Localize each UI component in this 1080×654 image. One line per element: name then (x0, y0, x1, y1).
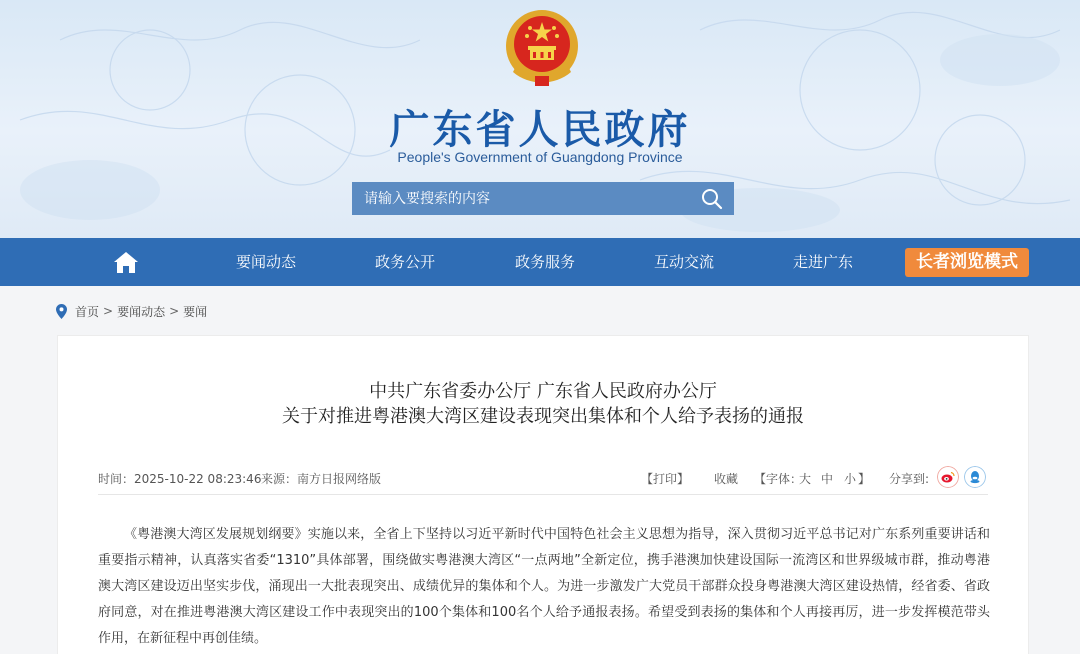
national-emblem-icon (499, 6, 585, 92)
article-paragraph: 《粤港澳大湾区发展规划纲要》实施以来，全省上下坚持以习近平新时代中国特色社会主义思想为指导，深入贯彻习近平总书记对广东系列重要讲话和重要指示精神，认真落实省委“1310”具体部署，围绕做实粤港澳大湾区“一点两地”全新定位，携手港澳加快建设国际一流湾区和世界级城市群，推动粤港澳大湾区建设迈出坚实步伐，涌现出一大批表现突出、成绩优异的集体和个人。为进一步激发广大党员干部群众投身粤港澳大湾区建设热情，经省委、省政府同意，对在推进粤港澳大湾区建设工作中表现突出的100个集体和100名个人给予通报表扬。希望受到表扬的集体和个人再接再厉，进一步发挥模范带头作用，在新征程中再创佳绩。 (98, 527, 990, 646)
article-card (57, 335, 1029, 654)
breadcrumb-home[interactable]: 首页 (75, 304, 100, 319)
breadcrumb (56, 302, 207, 320)
article-meta (98, 466, 988, 490)
home-icon[interactable] (113, 250, 139, 274)
elder-mode-button[interactable]: 长者浏览模式 (905, 248, 1029, 277)
print-button[interactable]: 【打印】 (641, 472, 690, 486)
publish-time: 时间：2025-10-22 08:23:46 (98, 472, 262, 486)
nav-item-interaction[interactable]: 互动交流 (653, 253, 714, 271)
search-icon[interactable] (700, 187, 724, 211)
search-bar (352, 182, 734, 215)
font-size-medium[interactable]: 中 (821, 472, 834, 486)
breadcrumb-separator: > (169, 304, 180, 318)
font-size-large[interactable]: 大 (799, 472, 812, 486)
article-title-line2: 关于对推进粤港澳大湾区建设表现突出集体和个人给予表扬的通报 (282, 406, 804, 427)
breadcrumb-current[interactable]: 要闻 (183, 304, 208, 319)
font-size-small[interactable]: 小 (844, 472, 857, 486)
weibo-share-icon[interactable] (937, 466, 959, 488)
article-title-line1: 中共广东省委办公厅 广东省人民政府办公厅 (369, 381, 717, 402)
nav-item-news[interactable]: 要闻动态 (235, 253, 296, 271)
site-title: 广东省人民政府 (389, 107, 691, 153)
nav-item-about-guangdong[interactable]: 走进广东 (792, 253, 853, 271)
breadcrumb-separator: > (103, 304, 114, 318)
nav-item-government-affairs[interactable]: 政务公开 (374, 253, 435, 271)
search-input[interactable] (352, 182, 692, 215)
favorite-button[interactable]: 收藏 (714, 472, 739, 486)
share-label: 分享到: (889, 472, 930, 486)
meta-divider (98, 494, 988, 495)
site-header (0, 0, 1080, 238)
site-subtitle: People's Government of Guangdong Province (397, 149, 683, 165)
font-size-label: 【字体： (754, 472, 803, 486)
location-pin-icon (56, 304, 67, 319)
article-source: 来源：南方日报网络版 (261, 472, 382, 486)
nav-item-government-services[interactable]: 政务服务 (514, 253, 575, 271)
qq-share-icon[interactable] (964, 466, 986, 488)
breadcrumb-news[interactable]: 要闻动态 (117, 304, 166, 319)
font-size-close: 】 (858, 472, 871, 486)
